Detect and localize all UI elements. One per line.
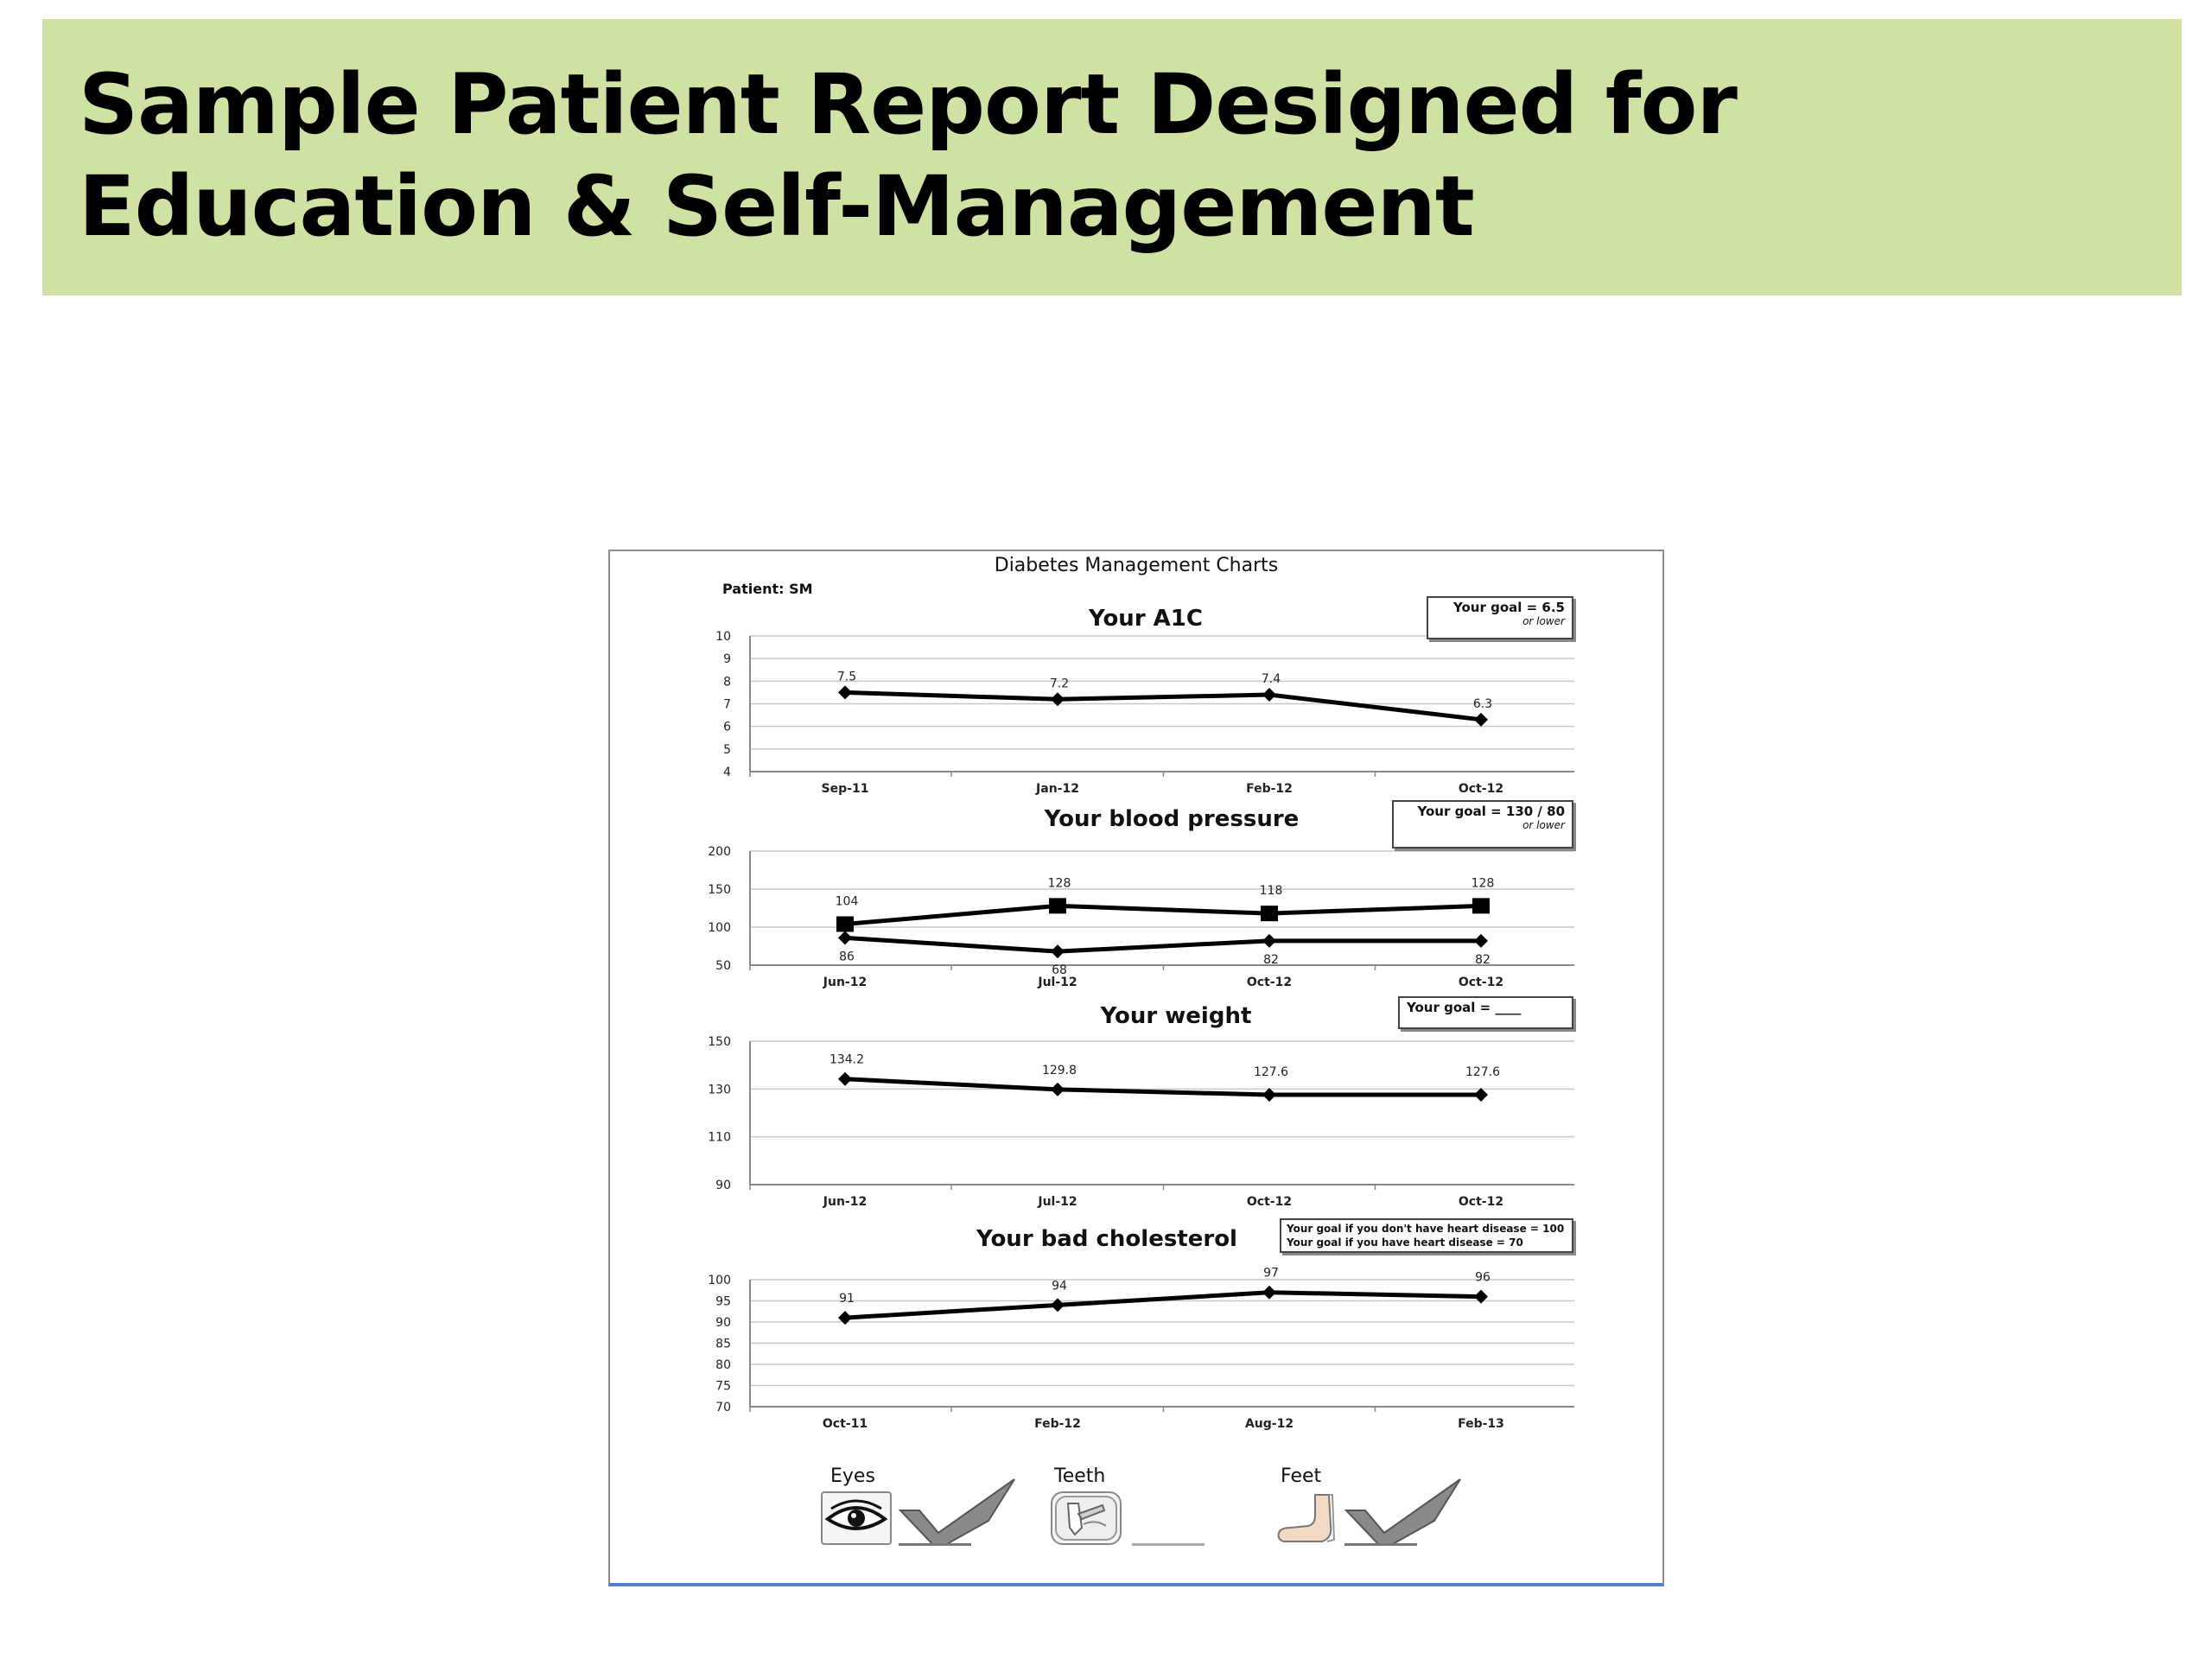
- data-label: 134.2: [829, 1052, 865, 1067]
- data-point: [1472, 898, 1490, 913]
- data-label: 128: [1471, 876, 1495, 891]
- weight-goal-text: Your goal = ____: [1407, 1000, 1522, 1015]
- chart-title: Your weight: [1100, 1003, 1252, 1029]
- eyes-underline: [899, 1543, 971, 1546]
- patient-label: Patient: SM: [722, 581, 813, 597]
- data-point: [1051, 1083, 1065, 1096]
- series-line: [845, 1293, 1481, 1318]
- a1c-goal-text: Your goal = 6.5: [1453, 600, 1565, 615]
- y-tick-label: 85: [715, 1337, 731, 1351]
- x-tick-label: Feb-13: [1458, 1417, 1504, 1431]
- y-tick-label: 100: [708, 1274, 731, 1287]
- eye-icon: [821, 1491, 892, 1545]
- y-tick-label: 9: [723, 652, 731, 667]
- care-label-feet: Feet: [1281, 1465, 1322, 1487]
- teeth-underline: [1132, 1543, 1205, 1546]
- chol-goal-line1: Your goal if you don't have heart disease = 100: [1287, 1223, 1565, 1235]
- chart-title: Your blood pressure: [1044, 806, 1300, 832]
- x-tick-label: Sep-11: [821, 782, 869, 796]
- data-label: 127.6: [1253, 1065, 1289, 1079]
- x-tick-label: Feb-12: [1246, 782, 1293, 796]
- data-point: [838, 1072, 852, 1086]
- data-label: 104: [835, 894, 859, 909]
- feet-underline: [1344, 1543, 1417, 1546]
- y-tick-label: 50: [715, 959, 731, 973]
- foot-icon: [1275, 1491, 1346, 1545]
- y-tick-label: 8: [723, 675, 731, 690]
- data-label: 7.5: [836, 670, 857, 684]
- chol-goal-box: [1280, 1218, 1573, 1253]
- y-tick-label: 7: [723, 697, 731, 712]
- chol-goal-line2: Your goal if you have heart disease = 70: [1287, 1236, 1523, 1249]
- data-label: 96: [1475, 1270, 1491, 1285]
- page-title: Sample Patient Report Designed for Education & Self-Management: [79, 56, 1737, 255]
- y-tick-label: 5: [723, 742, 731, 757]
- data-point: [1262, 688, 1276, 702]
- y-tick-label: 110: [708, 1130, 731, 1145]
- y-tick-label: 95: [715, 1294, 731, 1309]
- x-tick-label: Jun-12: [823, 1195, 868, 1209]
- report-title: Diabetes Management Charts: [994, 555, 1279, 576]
- weight-goal-box: [1398, 996, 1573, 1029]
- data-label: 118: [1259, 884, 1283, 899]
- data-point: [1262, 1286, 1276, 1300]
- x-tick-label: Oct-11: [822, 1417, 868, 1431]
- chart-title: Your bad cholesterol: [976, 1226, 1237, 1252]
- data-label: 7.4: [1261, 672, 1281, 687]
- chart-title: Your A1C: [1089, 606, 1203, 632]
- data-point: [1474, 1088, 1488, 1102]
- data-label: 82: [1263, 952, 1279, 967]
- report-page: [608, 550, 1664, 1586]
- bp-goal-note: or lower: [1522, 819, 1565, 831]
- x-tick-label: Jan-12: [1036, 782, 1079, 796]
- data-label: 6.3: [1472, 696, 1493, 711]
- data-point: [1474, 713, 1488, 727]
- data-point: [1262, 934, 1276, 948]
- a1c-goal-note: or lower: [1522, 615, 1565, 627]
- data-label: 68: [1052, 963, 1067, 978]
- y-tick-label: 150: [708, 1035, 731, 1049]
- feet-checkmark-icon: [1344, 1476, 1465, 1548]
- y-tick-label: 4: [723, 766, 731, 779]
- y-tick-label: 130: [708, 1083, 731, 1097]
- x-tick-label: Jul-12: [1038, 976, 1077, 989]
- data-label: 91: [839, 1292, 855, 1306]
- care-label-teeth: Teeth: [1054, 1465, 1106, 1487]
- x-tick-label: Oct-12: [1458, 976, 1504, 989]
- y-tick-label: 90: [715, 1316, 731, 1330]
- data-label: 127.6: [1465, 1065, 1501, 1079]
- y-tick-label: 200: [708, 845, 731, 859]
- eyes-checkmark-icon: [899, 1476, 1020, 1548]
- charts-svg: [610, 551, 1662, 1585]
- series-line: [845, 692, 1481, 719]
- series-line: [845, 1079, 1481, 1095]
- y-tick-label: 100: [708, 921, 731, 935]
- data-point: [1474, 934, 1488, 948]
- data-label: 129.8: [1041, 1063, 1077, 1077]
- data-point: [1049, 898, 1066, 913]
- data-label: 7.2: [1049, 677, 1070, 691]
- y-tick-label: 80: [715, 1358, 731, 1372]
- series-line: [845, 938, 1481, 951]
- x-tick-label: Jun-12: [823, 976, 868, 989]
- x-tick-label: Jul-12: [1038, 1195, 1077, 1209]
- a1c-goal-box: [1427, 596, 1573, 639]
- data-label: 86: [839, 950, 855, 964]
- data-label: 128: [1047, 876, 1071, 891]
- data-label: 82: [1475, 952, 1491, 967]
- data-point: [836, 916, 854, 931]
- x-tick-label: Aug-12: [1244, 1417, 1294, 1431]
- y-tick-label: 10: [715, 630, 731, 644]
- data-label: 97: [1263, 1266, 1279, 1281]
- data-point: [1261, 906, 1278, 921]
- data-point: [1262, 1088, 1276, 1102]
- y-tick-label: 6: [723, 720, 731, 734]
- data-point: [1051, 944, 1065, 958]
- bp-goal-box: [1392, 800, 1573, 849]
- title-banner: [42, 19, 2182, 296]
- y-tick-label: 150: [708, 883, 731, 897]
- data-point: [838, 931, 852, 944]
- data-point: [838, 685, 852, 699]
- data-label: 94: [1052, 1279, 1067, 1294]
- tooth-icon: [1051, 1491, 1122, 1545]
- y-tick-label: 90: [715, 1179, 731, 1192]
- x-tick-label: Oct-12: [1458, 782, 1504, 796]
- y-tick-label: 75: [715, 1379, 731, 1394]
- x-tick-label: Oct-12: [1246, 976, 1293, 989]
- y-tick-label: 70: [715, 1401, 731, 1414]
- care-label-eyes: Eyes: [830, 1465, 875, 1487]
- bp-goal-text: Your goal = 130 / 80: [1417, 804, 1565, 819]
- x-tick-label: Feb-12: [1034, 1417, 1081, 1431]
- x-tick-label: Oct-12: [1458, 1195, 1504, 1209]
- x-tick-label: Oct-12: [1246, 1195, 1293, 1209]
- series-line: [845, 906, 1481, 924]
